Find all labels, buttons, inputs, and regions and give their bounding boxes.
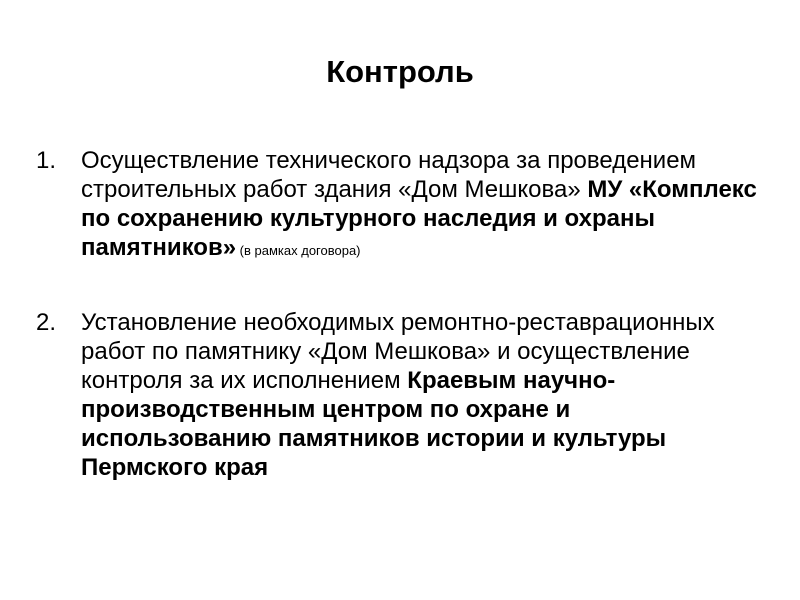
list-item-text (81, 146, 766, 265)
list-item (36, 146, 766, 265)
list-item-number: 2. (36, 309, 57, 336)
list-item-note: (в рамках договора) (236, 243, 361, 258)
slide-title: Контроль (326, 54, 474, 89)
list-item-bold-text: Краевым научно-производственным центром по охране и использованию памятников истории и культуры Пермского края (81, 367, 667, 481)
list-item-text (81, 308, 766, 482)
list-item-plain-text: Установление необходимых ремонтно-реставрационных работ по памятнику «Дом Мешкова» и осуществление контроля за их исполнением (81, 309, 715, 394)
list-item-plain-text: Осуществление технического надзора за проведением строительных работ здания «Дом Мешкова» (81, 147, 697, 203)
list-item-number: 1. (36, 147, 57, 174)
list-item (36, 308, 766, 482)
list-item-bold-text: МУ «Комплекс по сохранению культурного наследия и охраны памятников» (81, 176, 757, 261)
